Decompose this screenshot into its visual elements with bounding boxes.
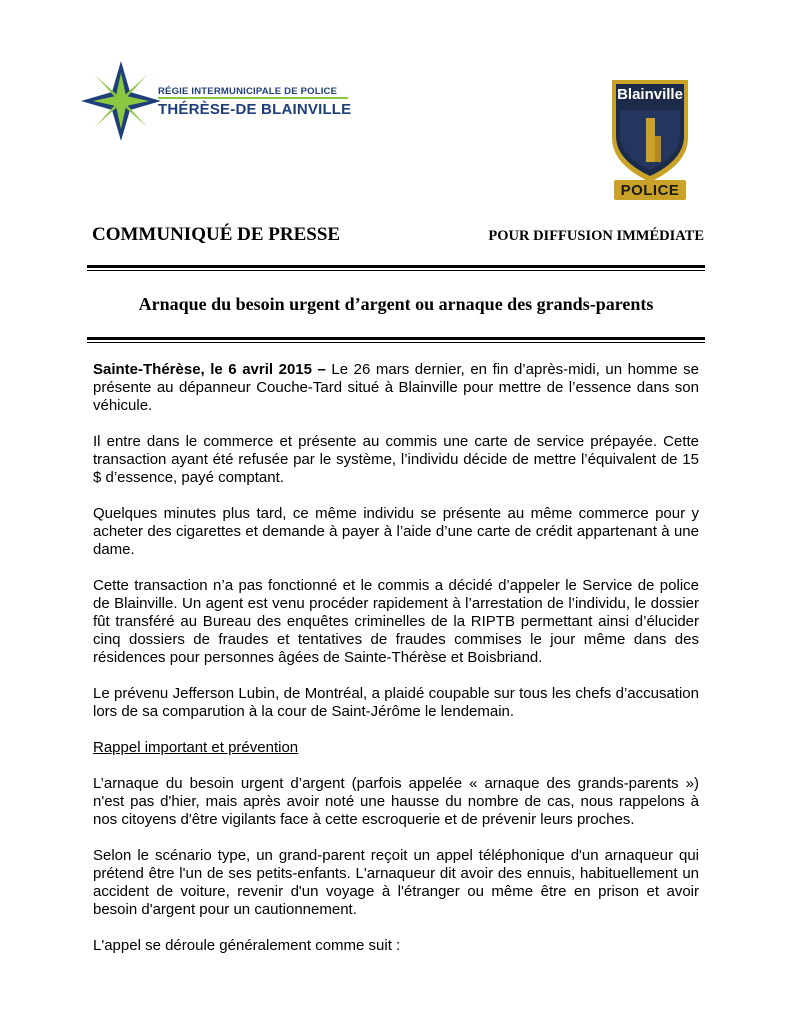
paragraph-6: L’arnaque du besoin urgent d’argent (parfois appelée « arnaque des grands-parents ») n'est pas d'hier, mais après avoir noté une hausse du nombre de cas, nous rappelons à nos citoyens d'être vigilants face à cette escroquerie et de prévenir leurs proches. xyxy=(93,775,699,828)
org-name-line1: RÉGIE INTERMUNICIPALE DE POLICE xyxy=(158,86,338,97)
building-icon xyxy=(646,118,655,162)
paragraph-4: Cette transaction n’a pas fonctionné et le commis a décidé d’appeler le Service de police de Blainville. Un agent est venu procéder rapidement à l’arrestation de l’individu, le dossier fût transféré au Bureau des enquêtes criminelles de la RIPTB permettant ainsi d’élucider cinq dossiers de fraudes et tentatives de fraudes commises le jour même dans des résidences pour personnes âgées de Sainte-Thérèse et Boisbriand. xyxy=(93,577,699,666)
top-divider xyxy=(87,265,705,271)
article-body xyxy=(93,361,699,973)
immediate-release-label: POUR DIFFUSION IMMÉDIATE xyxy=(488,228,704,244)
org-name-line2: THÉRÈSE-DE BLAINVILLE xyxy=(158,101,352,118)
section-heading-wrap xyxy=(93,739,699,757)
bottom-divider xyxy=(87,337,705,343)
section-heading: Rappel important et prévention xyxy=(93,739,299,756)
paragraph-1-text: Le 26 mars dernier, en fin d’après-midi, un homme se présente au dépanneur Couche-Tard situé à Blainville pour mettre de l’essence dans son véhicule. xyxy=(93,361,700,414)
badge-city-name: Blainville xyxy=(617,86,683,103)
badge-police-label: POLICE xyxy=(620,182,680,199)
paragraph-8: L'appel se déroule généralement comme suit : xyxy=(93,937,401,954)
paragraph-1 xyxy=(93,361,699,415)
paragraph-2: Il entre dans le commerce et présente au commis une carte de service prépayée. Cette transaction ayant été refusée par le système, l’individu décide de mettre l’équivalent de 15 $ d’essence, payé comptant. xyxy=(93,433,699,486)
paragraph-3: Quelques minutes plus tard, ce même individu se présente au même commerce pour y acheter des cigarettes et demande à payer à l’aide d’une carte de crédit appartenant à une dame. xyxy=(93,505,699,558)
press-release-title: COMMUNIQUÉ DE PRESSE xyxy=(92,224,341,245)
paragraph-5: Le prévenu Jefferson Lubin, de Montréal, a plaidé coupable sur tous les chefs d’accusation lors de sa comparution à la cour de Saint-Jérôme le lendemain. xyxy=(93,685,699,720)
paragraph-7: Selon le scénario type, un grand-parent reçoit un appel téléphonique d'un arnaqueur qui prétend être l'un de ses petits-enfants. L'arnaqueur dit avoir des ennuis, habituellement un accident de voiture, revenir d'un voyage à l'étranger ou même être en prison et avoir besoin d'argent pour un cautionnement. xyxy=(93,847,699,918)
dateline: Sainte-Thérèse, le 6 avril 2015 – xyxy=(93,361,326,378)
headline: Arnaque du besoin urgent d’argent ou arnaque des grands-parents xyxy=(138,294,654,314)
star-emblem-icon xyxy=(81,61,161,141)
